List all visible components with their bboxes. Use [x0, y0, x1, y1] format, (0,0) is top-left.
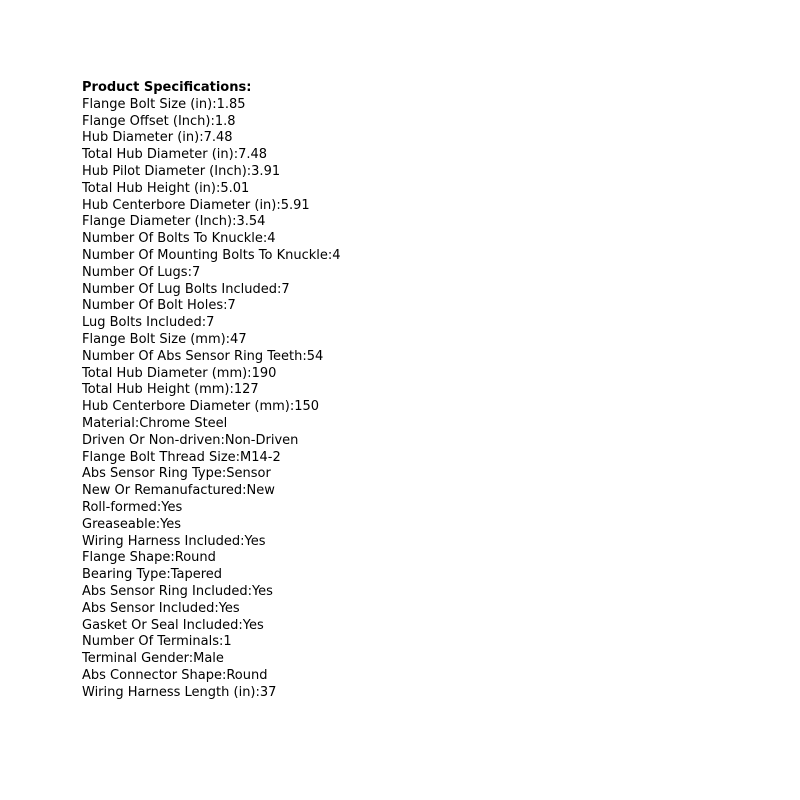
spec-line: Flange Bolt Size (in):1.85 [82, 96, 246, 112]
spec-line: Flange Diameter (Inch):3.54 [82, 214, 266, 230]
spec-line: Greaseable:Yes [82, 516, 182, 532]
spec-line: Material:Chrome Steel [82, 415, 228, 431]
spec-line: Flange Bolt Thread Size:M14-2 [82, 449, 281, 465]
spec-line: Number Of Lug Bolts Included:7 [82, 281, 290, 297]
spec-line: Hub Diameter (in):7.48 [82, 130, 233, 146]
specification-list [82, 97, 782, 702]
spec-line: Abs Connector Shape:Round [82, 667, 268, 683]
spec-line: New Or Remanufactured:New [82, 483, 275, 499]
spec-line: Total Hub Diameter (in):7.48 [82, 147, 268, 163]
spec-line: Roll-formed:Yes [82, 499, 183, 515]
spec-line: Total Hub Height (in):5.01 [82, 180, 250, 196]
spec-line: Terminal Gender:Male [82, 651, 224, 667]
spec-line: Number Of Mounting Bolts To Knuckle:4 [82, 247, 341, 263]
spec-line: Flange Offset (Inch):1.8 [82, 113, 236, 129]
spec-line: Abs Sensor Included:Yes [82, 600, 240, 616]
spec-line: Wiring Harness Included:Yes [82, 533, 266, 549]
specifications-heading: Product Specifications: [82, 80, 252, 95]
spec-line: Total Hub Height (mm):127 [82, 382, 259, 398]
spec-line: Bearing Type:Tapered [82, 567, 223, 583]
spec-line: Number Of Abs Sensor Ring Teeth:54 [82, 348, 324, 364]
spec-line: Driven Or Non-driven:Non-Driven [82, 432, 299, 448]
spec-line: Total Hub Diameter (mm):190 [82, 365, 277, 381]
spec-line: Number Of Lugs:7 [82, 264, 201, 280]
spec-line: Lug Bolts Included:7 [82, 315, 215, 331]
spec-line: Abs Sensor Ring Included:Yes [82, 583, 273, 599]
spec-line: Flange Shape:Round [82, 550, 216, 566]
spec-line: Hub Pilot Diameter (Inch):3.91 [82, 163, 281, 179]
spec-line: Hub Centerbore Diameter (mm):150 [82, 399, 320, 415]
spec-line: Abs Sensor Ring Type:Sensor [82, 466, 271, 482]
spec-line: Number Of Bolt Holes:7 [82, 298, 236, 314]
spec-line: Gasket Or Seal Included:Yes [82, 617, 264, 633]
spec-line: Wiring Harness Length (in):37 [82, 684, 277, 700]
spec-line: Hub Centerbore Diameter (in):5.91 [82, 197, 310, 213]
spec-line: Number Of Bolts To Knuckle:4 [82, 231, 276, 247]
product-specifications [82, 80, 782, 701]
spec-line: Number Of Terminals:1 [82, 634, 232, 650]
spec-line: Flange Bolt Size (mm):47 [82, 331, 247, 347]
